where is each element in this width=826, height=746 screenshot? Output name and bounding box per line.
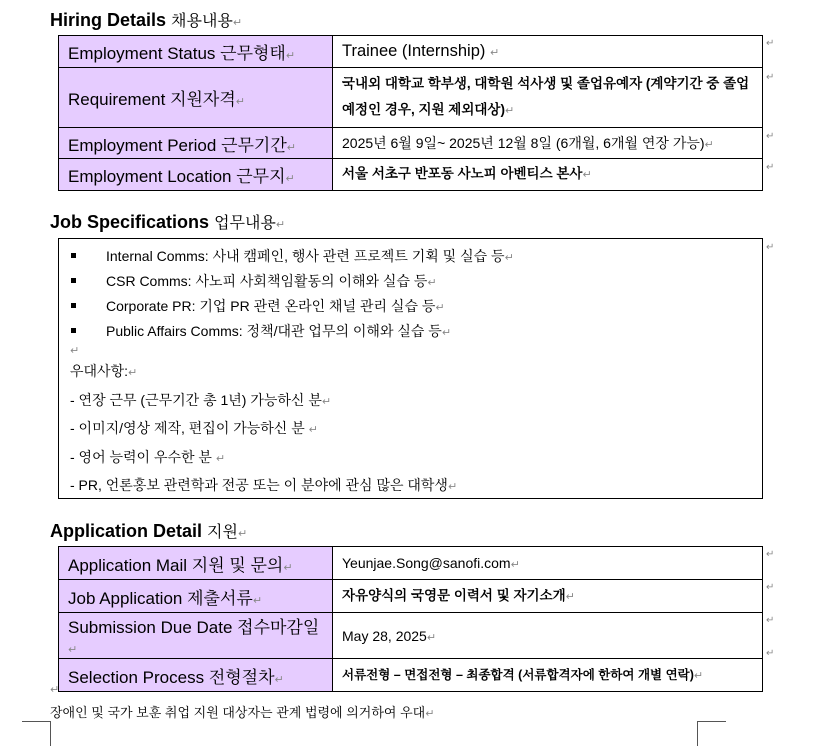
value-job-application: 자유양식의 국영문 이력서 및 자기소개↵ xyxy=(333,580,763,613)
label-application-mail: Application Mail 지원 및 문의↵ xyxy=(59,547,333,580)
heading-en: Application Detail xyxy=(50,521,203,541)
table-row xyxy=(59,128,763,159)
paragraph-mark: ↵ xyxy=(232,17,243,29)
label-requirement: Requirement 지원자격↵ xyxy=(59,68,333,128)
table-row xyxy=(59,547,763,580)
row-end-mark: ↵ xyxy=(766,162,775,173)
heading-ko: 업무내용 xyxy=(214,215,276,232)
application-detail-heading: Application Detail 지원↵ xyxy=(50,521,248,541)
label-submission-due-date: Submission Due Date 접수마감일↵ xyxy=(59,613,333,659)
row-end-mark: ↵ xyxy=(766,131,775,142)
paragraph-mark: ↵ xyxy=(50,684,60,696)
table-row xyxy=(59,36,763,68)
hiring-details-table xyxy=(58,35,763,191)
bullet-icon xyxy=(71,278,76,283)
heading-en: Hiring Details xyxy=(50,10,167,30)
label-employment-status: Employment Status 근무형태↵ xyxy=(59,36,333,68)
row-end-mark: ↵ xyxy=(766,72,775,83)
row-end-mark: ↵ xyxy=(766,549,775,560)
table-row xyxy=(59,68,763,128)
table-row xyxy=(59,159,763,191)
job-specifications-box xyxy=(58,238,763,499)
preferred-heading: 우대사항:↵ xyxy=(70,363,138,379)
list-item: CSR Comms: 사노피 사회책임활동의 이해와 실습 등↵ xyxy=(71,271,437,291)
preferred-item: - PR, 언론홍보 관련학과 전공 또는 이 분야에 관심 많은 대학생↵ xyxy=(70,477,458,493)
row-end-mark: ↵ xyxy=(766,242,775,253)
list-item: Corporate PR: 기업 PR 관련 온라인 채널 관리 실습 등↵ xyxy=(71,296,445,316)
value-employment-period: 2025년 6월 9일~ 2025년 12월 8일 (6개월, 6개월 연장 가능)↵ xyxy=(333,128,763,159)
value-submission-due-date: May 28, 2025↵ xyxy=(333,613,763,659)
row-end-mark: ↵ xyxy=(766,38,775,49)
heading-en: Job Specifications xyxy=(50,212,210,232)
bullet-icon xyxy=(71,303,76,308)
row-end-mark: ↵ xyxy=(766,582,775,593)
job-specifications-heading: Job Specifications 업무내용↵ xyxy=(50,212,286,232)
footnote: 장애인 및 국가 보훈 취업 지원 대상자는 관계 법령에 의거하여 우대↵ xyxy=(50,705,435,720)
margin-corner-left xyxy=(22,721,51,746)
value-employment-status: Trainee (Internship) ↵ xyxy=(333,36,763,68)
label-employment-period: Employment Period 근무기간↵ xyxy=(59,128,333,159)
margin-corner-right xyxy=(697,721,726,746)
preferred-item: - 이미지/영상 제작, 편집이 가능하신 분 ↵ xyxy=(70,420,318,436)
label-employment-location: Employment Location 근무지↵ xyxy=(59,159,333,191)
value-application-mail[interactable]: Yeunjae.Song@sanofi.com↵ xyxy=(333,547,763,580)
value-selection-process: 서류전형 – 면접전형 – 최종합격 (서류합격자에 한하여 개별 연락)↵ xyxy=(333,659,763,692)
bullet-icon xyxy=(71,253,76,258)
list-item: Internal Comms: 사내 캠페인, 행사 관련 프로젝트 기획 및 실습 등↵ xyxy=(71,246,514,266)
row-end-mark: ↵ xyxy=(766,648,775,659)
heading-ko: 채용내용 xyxy=(171,13,233,30)
hiring-details-heading xyxy=(50,8,242,31)
row-end-mark: ↵ xyxy=(766,615,775,626)
table-row xyxy=(59,659,763,692)
value-requirement: 국내외 대학교 학부생, 대학원 석사생 및 졸업유예자 (계약기간 중 졸업 예정인 경우, 지원 제외대상)↵ xyxy=(333,68,763,128)
label-selection-process: Selection Process 전형절차↵ xyxy=(59,659,333,692)
table-row xyxy=(59,613,763,659)
preferred-item: - 연장 근무 (근무기간 총 1년) 가능하신 분↵ xyxy=(70,392,332,408)
list-item: Public Affairs Comms: 정책/대관 업무의 이해와 실습 등↵ xyxy=(71,321,451,341)
table-row xyxy=(59,580,763,613)
label-job-application: Job Application 제출서류↵ xyxy=(59,580,333,613)
application-detail-table xyxy=(58,546,763,692)
value-employment-location: 서울 서초구 반포동 사노피 아벤티스 본사↵ xyxy=(333,159,763,191)
preferred-item: - 영어 능력이 우수한 분 ↵ xyxy=(70,449,226,465)
bullet-icon xyxy=(71,328,76,333)
empty-paragraph: ↵ xyxy=(70,345,80,357)
heading-ko: 지원 xyxy=(207,524,238,541)
